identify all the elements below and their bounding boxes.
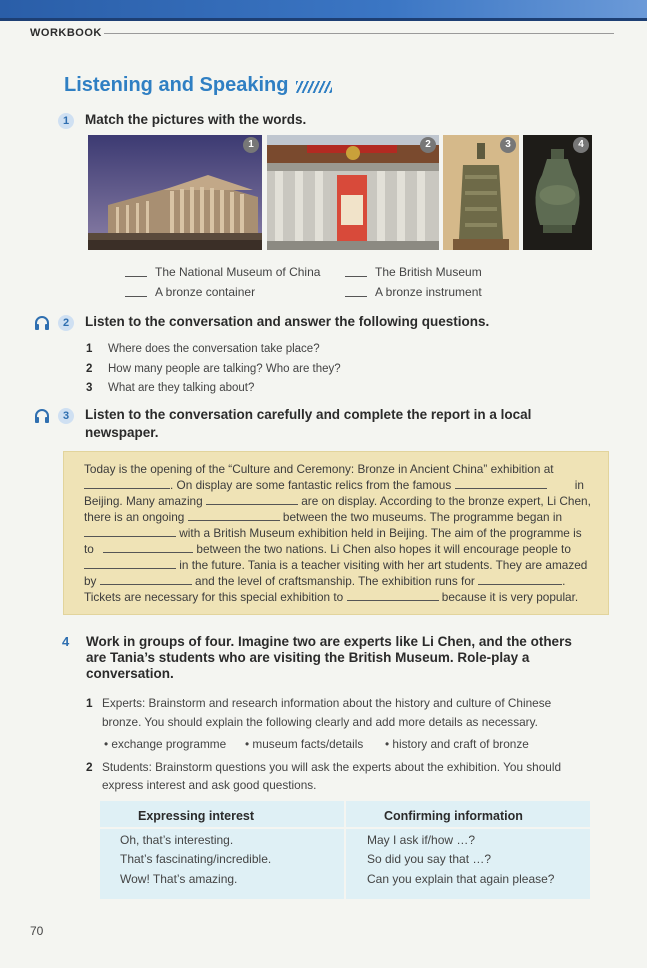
phrases-table xyxy=(100,801,590,899)
table-cell: Can you explain that again please? xyxy=(367,872,555,886)
match-word: A bronze container xyxy=(155,285,256,299)
picture-badge-2: 2 xyxy=(420,137,436,153)
bullet-text: history and craft of bronze xyxy=(392,737,529,751)
table-column-divider xyxy=(344,801,346,899)
picture-badge-3: 3 xyxy=(500,137,516,153)
picture-badge-1: 1 xyxy=(243,137,259,153)
headphones-icon xyxy=(34,316,50,330)
task-number-1: 1 xyxy=(58,113,74,129)
fill-blank[interactable] xyxy=(347,591,439,601)
item2-line2: express interest and ask good questions. xyxy=(102,778,317,792)
report-text: between the two nations. Li Chen also hopes it will encourage people to xyxy=(196,542,571,556)
list-item xyxy=(86,343,341,363)
task-number-4: 4 xyxy=(62,634,70,649)
report-text: in xyxy=(574,478,584,492)
task3-instruction-line1: Listen to the conversation carefully and complete the report in a local xyxy=(85,407,532,422)
picture-badge-4: 4 xyxy=(573,137,589,153)
fill-blank[interactable] xyxy=(478,575,562,585)
table-cell: May I ask if/how …? xyxy=(367,833,476,847)
question-number: 2 xyxy=(86,362,93,375)
report-text: Tickets are necessary for this special exhibition to xyxy=(84,590,344,604)
report-line xyxy=(84,542,571,556)
item1-line1: Experts: Brainstorm and research information about the history and culture of Chinese xyxy=(102,696,552,710)
item2-line1: Students: Brainstorm questions you will ask the experts about the exhibition. You should xyxy=(102,760,562,774)
museum-facade-photo xyxy=(267,135,439,250)
bullet-text: museum facts/details xyxy=(252,737,364,751)
headphones-icon xyxy=(34,409,50,423)
fill-blank[interactable] xyxy=(84,527,176,537)
answer-blank[interactable] xyxy=(345,276,367,277)
report-text: Beijing. Many amazing xyxy=(84,494,203,508)
top-color-band xyxy=(0,0,647,18)
report-text: there is an ongoing xyxy=(84,510,185,524)
list-item xyxy=(86,363,341,383)
match-word: A bronze instrument xyxy=(375,285,482,299)
page-number: 70 xyxy=(30,924,44,938)
section-title: Listening and Speaking xyxy=(64,74,289,96)
report-text: by xyxy=(84,574,97,588)
item-number: 1 xyxy=(86,696,93,710)
question-number: 1 xyxy=(86,343,93,355)
question-text: What are they talking about? xyxy=(108,382,255,394)
report-line: Today is the opening of the “Culture and Ceremony: Bronze in Ancient China” exhibition at xyxy=(84,462,554,476)
header-rule xyxy=(104,33,614,34)
classical-museum-building-photo xyxy=(88,135,262,250)
match-item-2 xyxy=(345,265,482,279)
title-hatch-decoration xyxy=(296,81,332,93)
fill-blank[interactable] xyxy=(455,479,547,489)
report-line xyxy=(84,494,591,508)
picture-3 xyxy=(443,135,519,250)
bullet-item: • museum facts/details xyxy=(245,737,364,751)
table-cell: Wow! That’s amazing. xyxy=(120,872,238,886)
report-line xyxy=(84,478,584,492)
bullet-item: • exchange programme xyxy=(104,737,227,751)
question-text: Where does the conversation take place? xyxy=(108,343,320,355)
report-text: in the future. Tania is a teacher visiting with her art students. They are amazed xyxy=(179,558,588,572)
fill-blank[interactable] xyxy=(206,495,298,505)
report-box xyxy=(63,451,609,615)
table-cell: So did you say that …? xyxy=(367,852,492,866)
match-item-3 xyxy=(125,285,255,299)
task3-instruction-line2: newspaper. xyxy=(85,425,159,440)
table-header-confirming-information: Confirming information xyxy=(384,809,523,823)
list-item xyxy=(86,382,341,402)
match-word: The British Museum xyxy=(375,265,482,279)
report-text: and the level of craftsmanship. The exhibition runs for xyxy=(195,574,475,588)
report-text: between the two museums. The programme began in xyxy=(282,510,563,524)
report-text: . On display are some fantastic relics from the famous xyxy=(170,478,452,492)
picture-1 xyxy=(88,135,262,250)
report-text: are on display. According to the bronze expert, Li Chen, xyxy=(301,494,591,508)
item1-line2: bronze. You should explain the following clearly and add more details as necessary. xyxy=(102,715,538,729)
workbook-label: WORKBOOK xyxy=(30,27,102,39)
fill-blank[interactable] xyxy=(103,543,193,553)
task4-instruction-line3: conversation. xyxy=(86,666,174,681)
answer-blank[interactable] xyxy=(125,296,147,297)
match-word: The National Museum of China xyxy=(155,265,321,279)
match-item-1 xyxy=(125,265,320,279)
picture-4 xyxy=(523,135,592,250)
report-text: because it is very popular. xyxy=(441,590,579,604)
bullet-text: exchange programme xyxy=(111,737,227,751)
report-line xyxy=(84,590,578,604)
match-item-4 xyxy=(345,285,482,299)
report-line xyxy=(84,526,582,540)
fill-blank[interactable] xyxy=(84,479,170,489)
report-text: to xyxy=(84,542,94,556)
question-number: 3 xyxy=(86,382,93,394)
table-cell: That’s fascinating/incredible. xyxy=(120,852,272,866)
table-header-expressing-interest: Expressing interest xyxy=(138,809,255,823)
task1-instruction: Match the pictures with the words. xyxy=(85,112,307,127)
table-cell: Oh, that’s interesting. xyxy=(120,833,234,847)
task4-instruction-line2: are Tania’s students who are visiting the British Museum. Role-play a xyxy=(86,650,530,665)
fill-blank[interactable] xyxy=(100,575,192,585)
item-number: 2 xyxy=(86,760,93,774)
fill-blank[interactable] xyxy=(84,559,176,569)
question-list xyxy=(86,343,341,402)
bullet-item: • history and craft of bronze xyxy=(385,737,529,751)
answer-blank[interactable] xyxy=(125,276,147,277)
answer-blank[interactable] xyxy=(345,296,367,297)
report-text: with a British Museum exhibition held in Beijing. The aim of the programme is xyxy=(179,526,582,540)
report-line xyxy=(84,574,565,588)
report-text: . xyxy=(562,574,566,588)
task4-instruction-line1: Work in groups of four. Imagine two are experts like Li Chen, and the others xyxy=(86,634,572,649)
picture-2 xyxy=(267,135,439,250)
fill-blank[interactable] xyxy=(188,511,280,521)
report-line xyxy=(84,510,562,524)
task2-instruction: Listen to the conversation and answer the following questions. xyxy=(85,314,490,329)
report-line xyxy=(84,558,587,572)
question-text: How many people are talking? Who are they? xyxy=(108,362,341,375)
task-number-3: 3 xyxy=(58,408,74,424)
task-number-2: 2 xyxy=(58,315,74,331)
